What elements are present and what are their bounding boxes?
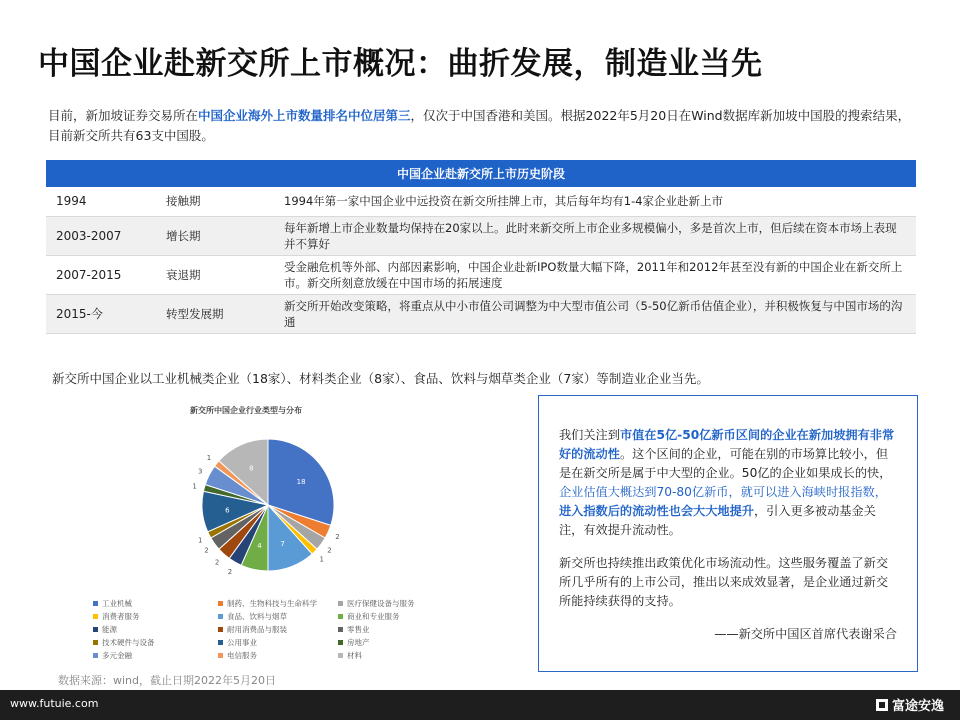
pie-value-label: 1 [198, 536, 203, 545]
legend-item [338, 650, 362, 661]
table-header: 中国企业赴新交所上市历史阶段 [46, 160, 916, 187]
legend-item [338, 611, 400, 622]
stage-cell: 衰退期 [156, 255, 274, 294]
legend-label: 工业机械 [102, 599, 132, 608]
pie-value-label: 2 [214, 558, 220, 567]
legend-swatch [218, 640, 223, 645]
legend-label: 能源 [102, 625, 117, 634]
legend-label: 耐用消费品与服装 [227, 625, 287, 634]
legend-item [218, 611, 287, 622]
table-row [46, 294, 916, 333]
legend-item [93, 637, 155, 648]
quote-box [538, 395, 918, 672]
quote-paragraph-1 [559, 426, 897, 540]
legend-label: 食品、饮料与烟草 [227, 612, 287, 621]
pie-value-label: 8 [249, 464, 254, 473]
quote-highlight-light: 企业估值大概达到70-80亿新币，就可以进入海峡时报指数， [559, 485, 887, 499]
stage-cell: 增长期 [156, 216, 274, 255]
chart-title: 新交所中国企业行业类型与分布 [190, 406, 302, 415]
pie-value-label: 3 [198, 467, 203, 476]
sector-note: 新交所中国企业以工业机械类企业（18家）、材料类企业（8家）、食品、饮料与烟草类企业（7家）等制造业企业当先。 [52, 371, 709, 386]
legend-swatch [218, 601, 223, 606]
legend-item [338, 637, 370, 648]
page-title: 中国企业赴新交所上市概况：曲折发展，制造业当先 [38, 46, 763, 82]
intro-text-2: ，仅次于中国香港和美国。根据2022年5月20日在Wind数据库新加坡中国股的搜索结果，目前新交所共有63支中国股。 [48, 108, 911, 143]
legend-swatch [218, 653, 223, 658]
legend-swatch [218, 614, 223, 619]
table-row [46, 216, 916, 255]
pie-value-label: 1 [206, 454, 212, 463]
legend-item [93, 611, 140, 622]
legend-item [338, 598, 415, 609]
legend-label: 电信服务 [227, 651, 257, 660]
intro-text-1: 目前，新加坡证券交易所在 [48, 108, 199, 123]
legend-label: 公用事业 [227, 638, 257, 647]
pie-value-label: 6 [225, 506, 230, 515]
pie-svg [85, 395, 460, 595]
data-source: 数据来源：wind，截止日期2022年5月20日 [58, 674, 276, 687]
pie-value-label: 7 [280, 540, 285, 549]
intro-paragraph [48, 106, 918, 146]
desc-cell: 1994年第一家中国企业中远投资在新交所挂牌上市，其后每年均有1-4家企业赴新上市 [274, 187, 916, 216]
legend-item [218, 624, 287, 635]
pie-value-label: 2 [227, 567, 233, 576]
legend-label: 制药、生物科技与生命科学 [227, 599, 317, 608]
pie-value-label: 2 [335, 532, 340, 541]
legend-swatch [338, 614, 343, 619]
logo-icon [876, 699, 888, 711]
pie-value-label: 1 [192, 482, 197, 491]
quote-text: 。这个区间的企业，可能在别的市场算比较小，但是在新交所是属于中大型的企业。50亿的企业如果成长的快， [559, 447, 892, 480]
intro-highlight: 中国企业海外上市数量排名中位居第三 [198, 108, 411, 123]
footer-bar [0, 690, 960, 720]
legend-item [93, 650, 132, 661]
period-cell: 2007-2015 [46, 255, 156, 294]
pie-value-label: 18 [296, 477, 306, 486]
legend-swatch [218, 627, 223, 632]
quote-paragraph-2: 新交所也持续推出政策优化市场流动性。这些服务覆盖了新交所几乎所有的上市公司，推出以来成效显著，是企业通过新交所能持续获得的支持。 [559, 556, 889, 608]
legend-item [218, 637, 257, 648]
period-cell: 2003-2007 [46, 216, 156, 255]
legend-swatch [93, 614, 98, 619]
legend-swatch [93, 653, 98, 658]
legend-item [93, 598, 132, 609]
quote-text: 我们关注到 [559, 428, 620, 442]
footer-url[interactable]: www.futuie.com [10, 697, 99, 710]
desc-cell: 新交所开始改变策略，将重点从中小市值公司调整为中大型市值公司（5-50亿新币估值企业），并积极恢复与中国市场的沟通 [274, 294, 916, 333]
pie-value-label: 2 [327, 546, 332, 555]
legend-label: 零售业 [347, 625, 370, 634]
quote-highlight: 进入指数后的流动性也会大大地提升 [559, 504, 754, 518]
legend-swatch [338, 640, 343, 645]
industry-pie-chart [85, 395, 460, 670]
legend-swatch [93, 601, 98, 606]
desc-cell: 受金融危机等外部、内部因素影响，中国企业赴新IPO数量大幅下降，2011年和2012年甚至没有新的中国企业在新交所上市。新交所刻意放缓在中国市场的拓展速度 [274, 255, 916, 294]
legend-label: 材料 [347, 651, 362, 660]
legend-item [338, 624, 370, 635]
legend-item [218, 598, 317, 609]
table-row [46, 187, 916, 216]
legend-swatch [93, 640, 98, 645]
legend-label: 多元金融 [102, 651, 132, 660]
legend-swatch [93, 627, 98, 632]
desc-cell: 每年新增上市企业数量均保持在20家以上。此时来新交所上市企业多规模偏小，多是首次上市，但后续在资本市场上表现并不算好 [274, 216, 916, 255]
logo-text: 富途安逸 [891, 699, 944, 714]
legend-item [93, 624, 117, 635]
pie-value-label: 4 [257, 542, 262, 551]
pie-value-label: 1 [319, 555, 324, 564]
period-cell: 1994 [46, 187, 156, 216]
pie-value-label: 2 [204, 546, 209, 555]
legend-item [218, 650, 257, 661]
quote-text: ，引入更多被动基金关注，有效提升流动性。 [559, 504, 876, 537]
quote-highlight: 市值在5亿-50亿新币区间的企业在新加坡拥有非常好的流动性 [559, 428, 895, 461]
quote-signature: ——新交所中国区首席代表谢采合 [714, 627, 897, 641]
stage-cell: 接触期 [156, 187, 274, 216]
legend-label: 商业和专业服务 [347, 612, 400, 621]
legend-swatch [338, 601, 343, 606]
period-cell: 2015-今 [46, 294, 156, 333]
history-table [46, 160, 916, 334]
brand-logo [876, 695, 944, 714]
legend-label: 消费者服务 [102, 612, 140, 621]
stage-cell: 转型发展期 [156, 294, 274, 333]
legend-swatch [338, 653, 343, 658]
table-row [46, 255, 916, 294]
legend-swatch [338, 627, 343, 632]
legend-label: 房地产 [347, 638, 370, 647]
legend-label: 医疗保健设备与服务 [347, 599, 415, 608]
legend-label: 技术硬件与设备 [102, 638, 155, 647]
